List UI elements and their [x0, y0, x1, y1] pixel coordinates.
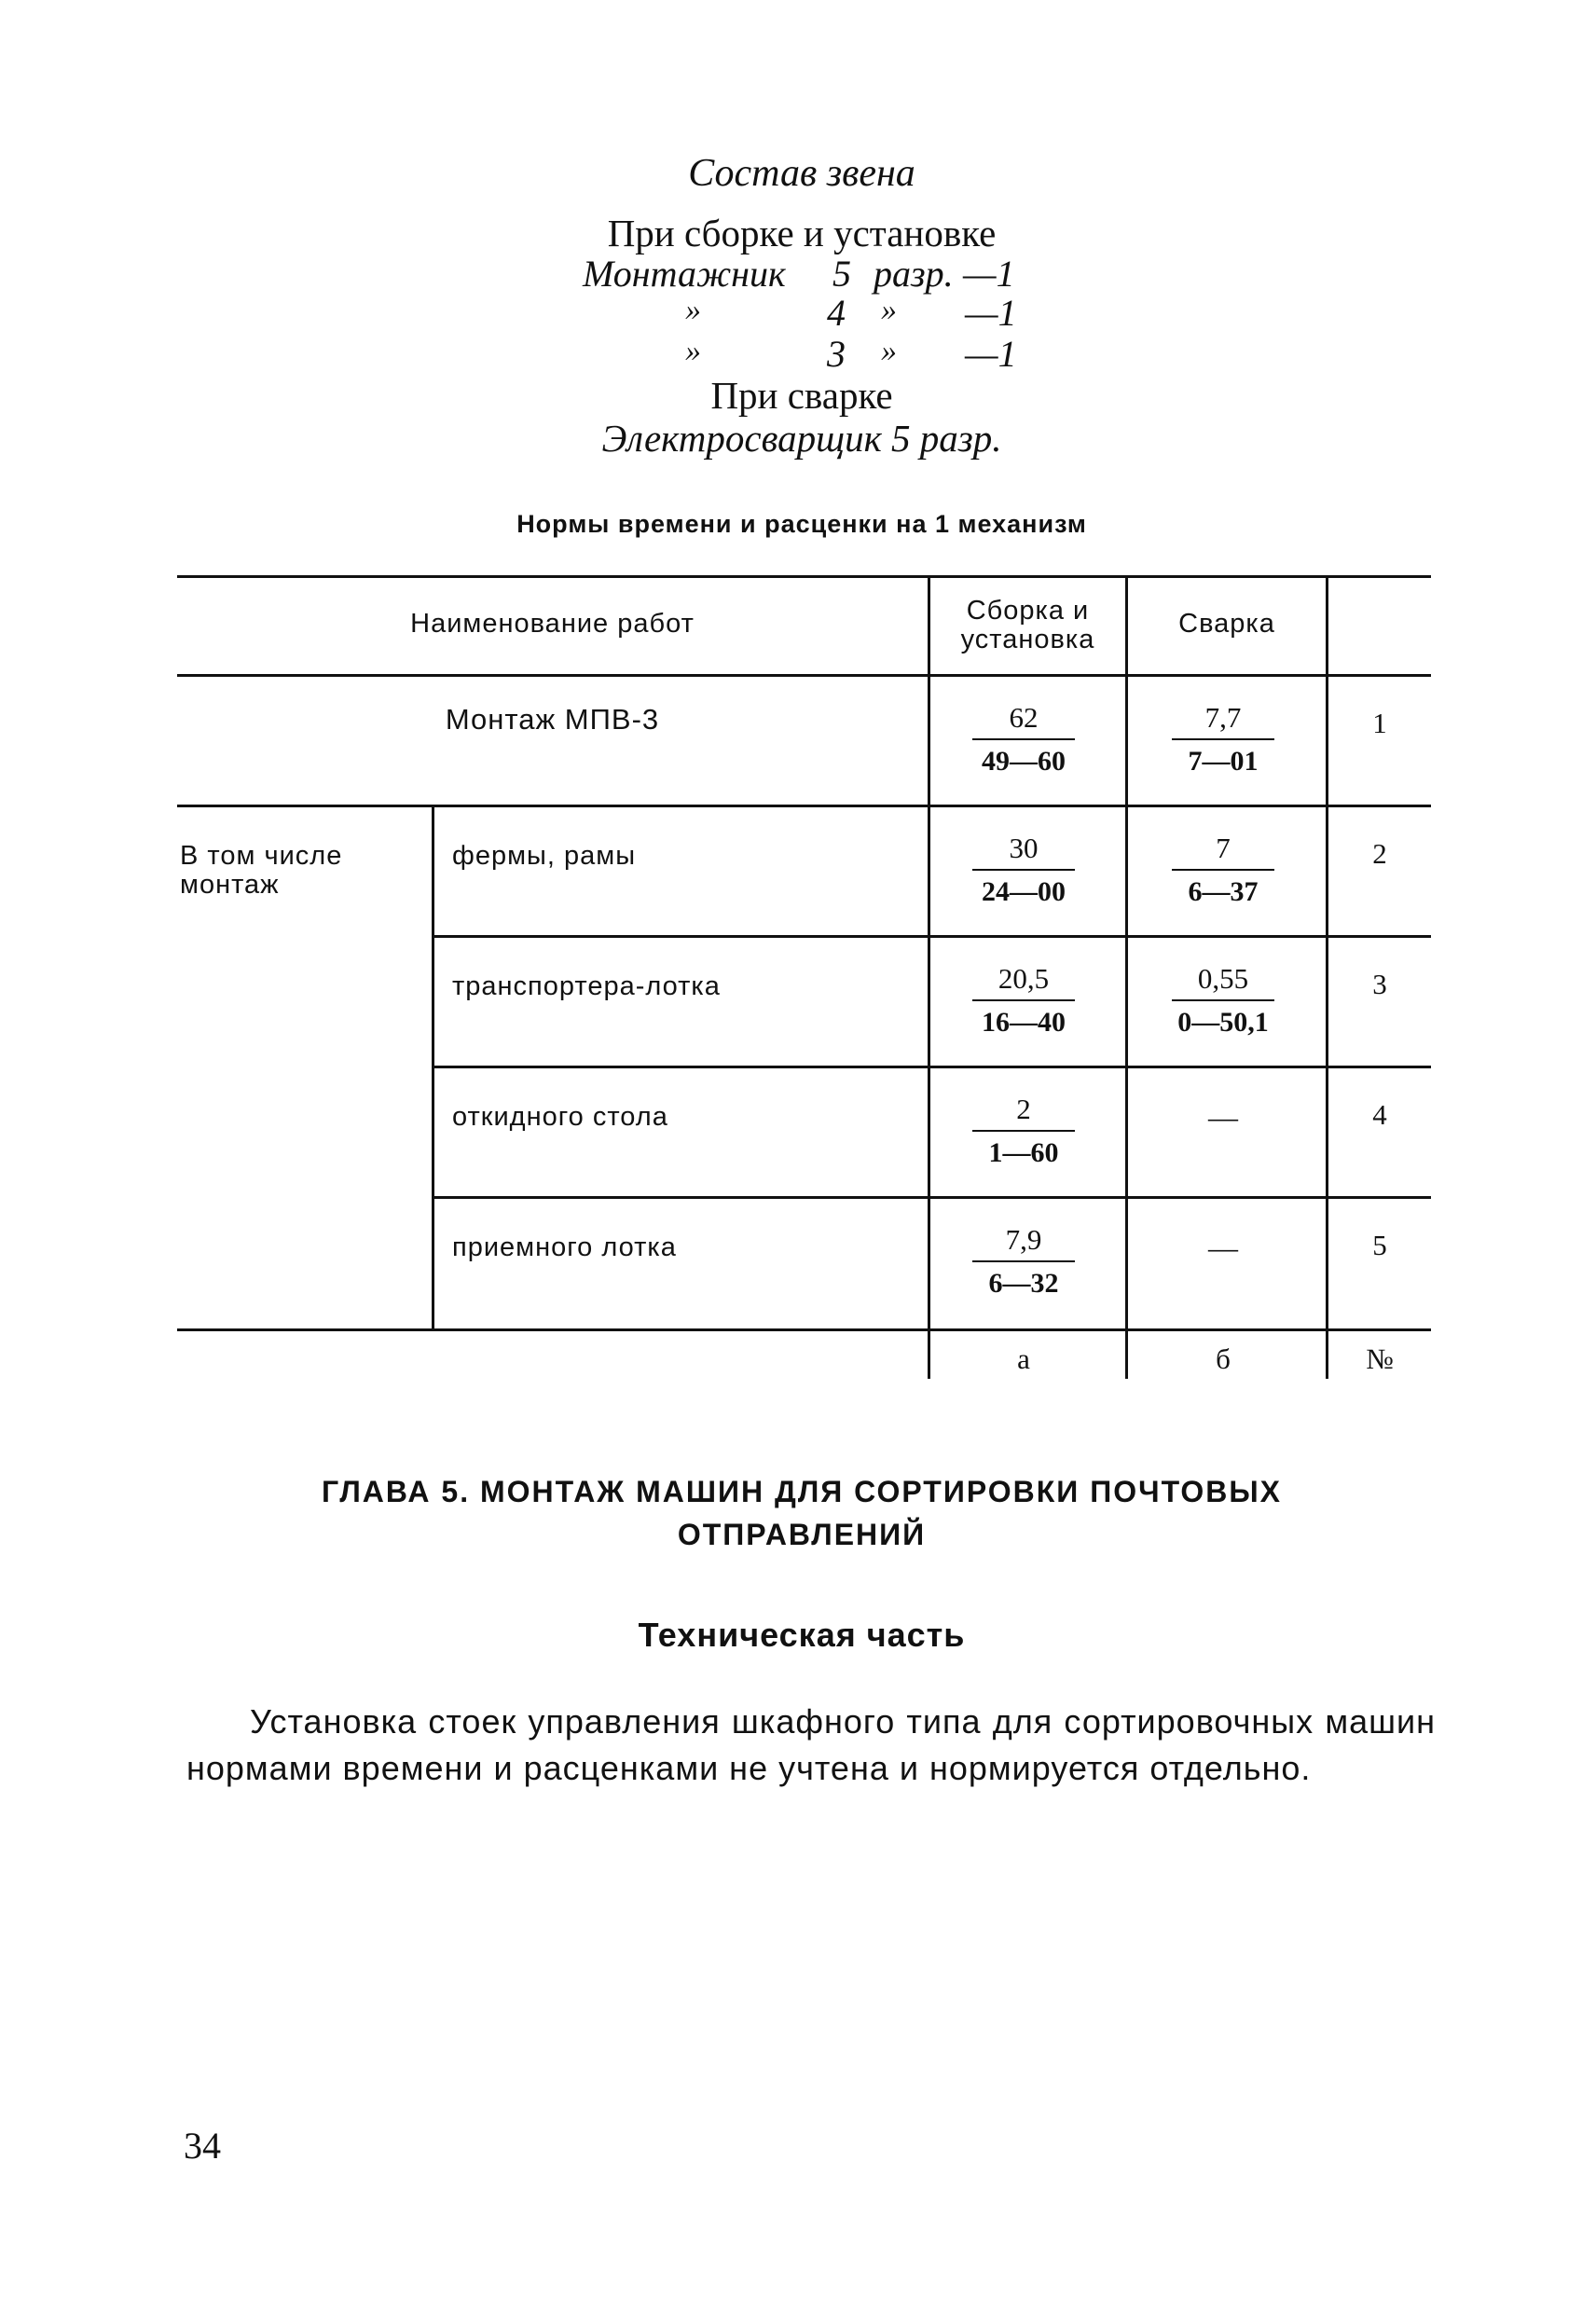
row1-welding-rate: 7—01 — [1188, 746, 1259, 777]
row1-welding-time: 7,7 — [1204, 701, 1242, 734]
row3-assembly-time: 20,5 — [998, 962, 1050, 995]
fraction-bar — [1172, 738, 1274, 740]
row2-assembly-fraction — [930, 832, 1117, 908]
footer-col-no: № — [1366, 1342, 1394, 1375]
crew-line-2-grade: 4 — [827, 292, 846, 334]
row4-assembly-fraction — [930, 1093, 1117, 1169]
row3-number: 3 — [1372, 968, 1387, 1000]
row4-welding-dash: — — [1208, 1100, 1238, 1134]
header-welding: Сварка — [1178, 609, 1275, 639]
fraction-bar — [972, 1260, 1075, 1262]
row4-assembly-time: 2 — [1016, 1093, 1031, 1125]
row2-welding-fraction — [1130, 832, 1316, 908]
crew-line-1-grade: 5 — [832, 253, 851, 295]
welding-heading: При сварке — [710, 374, 893, 417]
group-divider — [432, 805, 434, 1328]
welding-line: Электросварщик 5 разр. — [601, 417, 1002, 460]
row3-welding-rate: 0—50,1 — [1177, 1007, 1269, 1038]
footer-col-b: б — [1216, 1342, 1231, 1375]
row5-assembly-fraction — [930, 1223, 1117, 1300]
row2-welding-time: 7 — [1216, 832, 1231, 864]
fraction-bar — [1172, 869, 1274, 871]
crew-line-3-role: » — [685, 334, 701, 368]
row4-bottom-rule — [433, 1196, 1431, 1199]
fraction-bar — [972, 999, 1075, 1001]
table-bottom-rule — [177, 1328, 1431, 1331]
crew-line-3-count: —1 — [965, 333, 1017, 375]
row3-welding-time: 0,55 — [1197, 962, 1249, 995]
col-divider-b — [1125, 575, 1128, 1379]
crew-line-3-unit: » — [881, 334, 897, 368]
row1-assembly-time: 62 — [1009, 701, 1039, 734]
row5-assembly-rate: 6—32 — [988, 1268, 1059, 1299]
crew-line-3-grade: 3 — [827, 333, 846, 375]
chapter-title-line2: ОТПРАВЛЕНИЙ — [677, 1518, 927, 1551]
row4-assembly-rate: 1—60 — [988, 1137, 1059, 1168]
row5-number: 5 — [1372, 1229, 1387, 1261]
row3-name: транспортера-лотка — [452, 971, 721, 1001]
row3-assembly-fraction — [930, 962, 1117, 1039]
row4-name: откидного стола — [452, 1102, 668, 1132]
assembly-heading: При сборке и установке — [607, 212, 997, 255]
table-caption: Нормы времени и расценки на 1 механизм — [516, 510, 1087, 538]
chapter-title-line1: ГЛАВА 5. МОНТАЖ МАШИН ДЛЯ СОРТИРОВКИ ПОЧТОВЫХ — [322, 1475, 1282, 1508]
crew-title: Состав звена — [688, 152, 915, 195]
row1-assembly-rate: 49—60 — [982, 746, 1066, 777]
header-assembly: Сборка и установка — [960, 596, 1095, 654]
header-bottom-rule — [177, 674, 1431, 677]
row2-assembly-rate: 24—00 — [982, 876, 1066, 907]
crew-line-1-role: Монтажник — [583, 253, 786, 295]
row3-welding-fraction — [1130, 962, 1316, 1039]
group-label: В том числе монтаж — [180, 841, 343, 900]
header-name: Наименование работ — [410, 609, 695, 639]
page-number: 34 — [184, 2125, 221, 2167]
row2-bottom-rule — [433, 935, 1431, 938]
row3-assembly-rate: 16—40 — [982, 1007, 1066, 1038]
row2-number: 2 — [1372, 837, 1387, 870]
fraction-bar — [972, 869, 1075, 871]
row2-assembly-time: 30 — [1009, 832, 1039, 864]
section-subheading: Техническая часть — [638, 1616, 966, 1654]
row2-name: фермы, рамы — [452, 841, 637, 871]
body-paragraph: Установка стоек управления шкафного типа для сортировочных машин нормами времени и расценками не учтена и нормируется отдельно. — [186, 1702, 1436, 1787]
row4-number: 4 — [1372, 1098, 1387, 1131]
fraction-bar — [972, 738, 1075, 740]
crew-line-2-count: —1 — [965, 292, 1017, 334]
crew-line-2-role: » — [685, 293, 701, 327]
row2-welding-rate: 6—37 — [1188, 876, 1259, 907]
crew-line-1-unit: разр. — [874, 253, 954, 295]
row5-welding-dash: — — [1208, 1231, 1238, 1264]
crew-line-1-count: —1 — [963, 253, 1015, 295]
crew-line-2-unit: » — [881, 293, 897, 327]
row1-welding-fraction — [1130, 701, 1316, 778]
footer-col-a: а — [1017, 1342, 1030, 1375]
row5-name: приемного лотка — [452, 1232, 677, 1262]
row1-assembly-fraction — [930, 701, 1117, 778]
row1-name: Монтаж МПВ-3 — [445, 703, 660, 736]
row3-bottom-rule — [433, 1066, 1431, 1068]
fraction-bar — [972, 1130, 1075, 1132]
table-top-rule — [177, 575, 1431, 578]
row1-bottom-rule — [177, 805, 1431, 807]
row5-assembly-time: 7,9 — [1005, 1223, 1042, 1256]
row1-number: 1 — [1372, 707, 1387, 739]
col-divider-no — [1326, 575, 1328, 1379]
fraction-bar — [1172, 999, 1274, 1001]
